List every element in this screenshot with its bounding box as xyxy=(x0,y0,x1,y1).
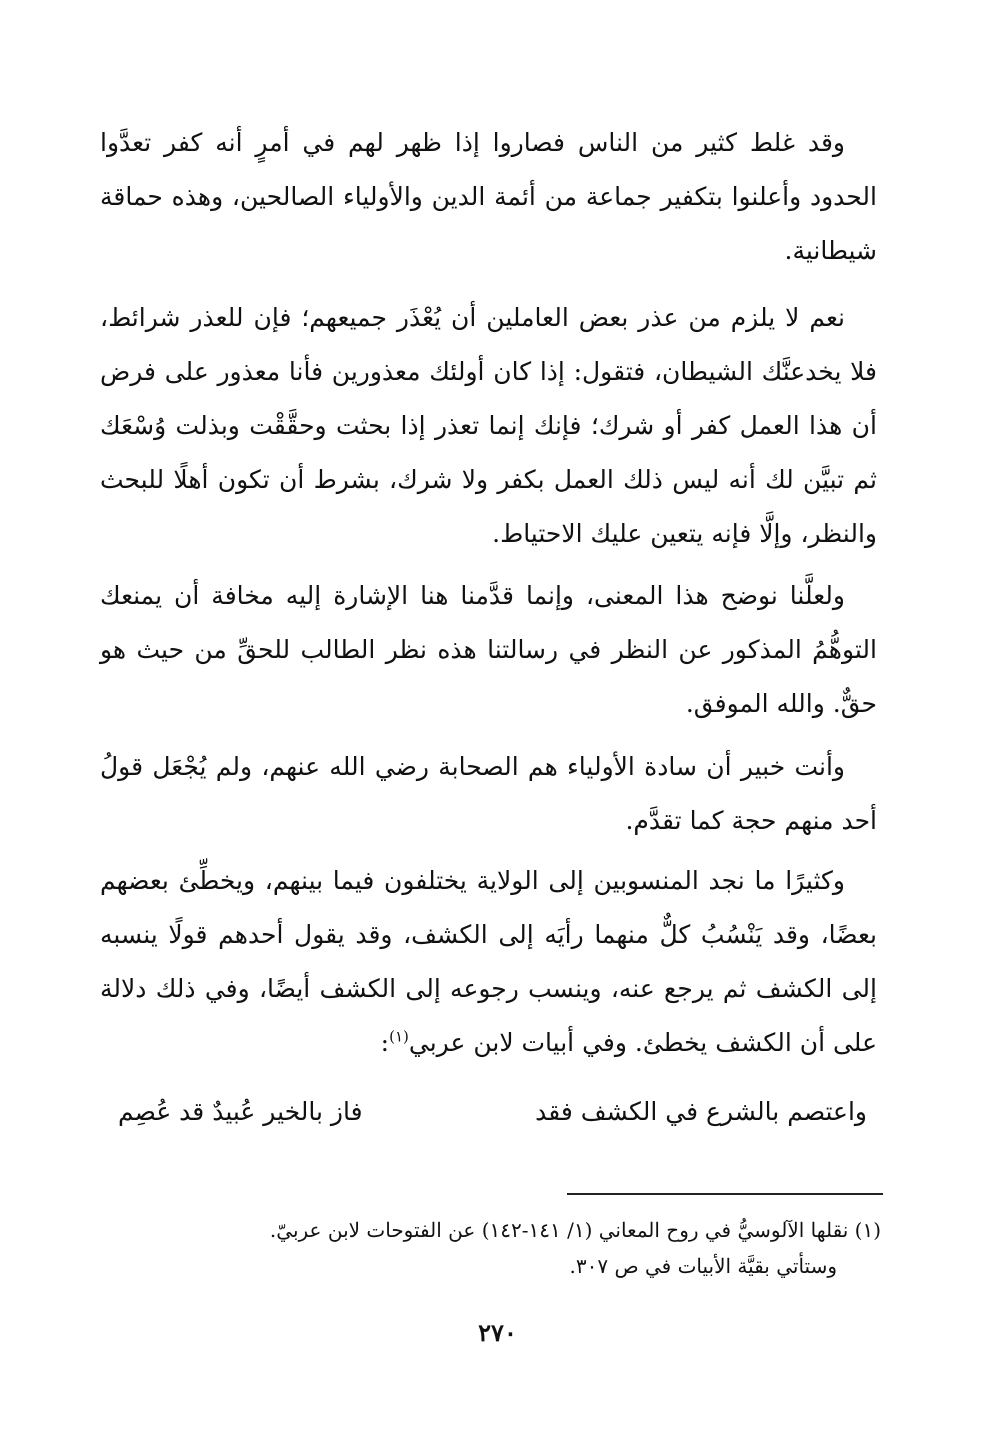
paragraph-4 xyxy=(100,740,877,848)
paragraph-5 xyxy=(100,854,877,1070)
poetry-verse xyxy=(118,1085,867,1139)
footnote-reference[interactable]: (١) xyxy=(389,1027,409,1046)
colon: : xyxy=(380,1028,390,1057)
footnote-line-1: (١) نقلها الآلوسيُّ في روح المعاني (١/ ١٤١-١٤٢) عن الفتوحات لابن عربيّ. xyxy=(269,1218,881,1242)
page-number: ٢٧٠ xyxy=(478,1318,517,1347)
footnote xyxy=(100,1212,881,1284)
verse-second-hemistich: فاز بالخير عُبيدٌ قد عُصِم xyxy=(118,1097,363,1126)
paragraph-5-text: وكثيرًا ما نجد المنسوبين إلى الولاية يختلفون فيما بينهم، ويخطِّئ بعضهم بعضًا، وقد يَنْسُبُ كلٌّ منهما رأيَه إلى الكشف، وقد يقول أحدهم قولًا ينسبه إلى الكشف ثم يرجع عنه، وينسب رجوعه إلى الكشف أيضًا، وفي ذلك دلالة على أن الكشف يخطئ. وفي أبيات لابن عربي xyxy=(100,866,877,1057)
paragraph-2 xyxy=(100,291,877,561)
verse-first-hemistich: واعتصم بالشرع في الكشف فقد xyxy=(535,1097,867,1126)
paragraph-text: ولعلَّنا نوضح هذا المعنى، وإنما قدَّمنا هنا الإشارة إليه مخافة أن يمنعك التوهُّمُ المذكور عن النظر في رسالتنا هذه نظر الطالب للحقِّ من حيث هو حقٌّ. والله الموفق. xyxy=(100,581,877,718)
paragraph-3 xyxy=(100,569,877,731)
paragraph-1 xyxy=(100,116,877,278)
paragraph-text: نعم لا يلزم من عذر بعض العاملين أن يُعْذَر جميعهم؛ فإن للعذر شرائط، فلا يخدعنَّك الشيطان، فتقول: إذا كان أولئك معذورين فأنا معذور على فرض أن هذا العمل كفر أو شرك؛ فإنك إنما تعذر إذا بحثت وحقَّقْت وبذلت وُسْعَك ثم تبيَّن لك أنه ليس ذلك العمل بكفر ولا شرك، بشرط أن تكون أهلًا للبحث والنظر، وإلَّا فإنه يتعين عليك الاحتياط. xyxy=(100,303,878,548)
paragraph-text: وأنت خبير أن سادة الأولياء هم الصحابة رضي الله عنهم، ولم يُجْعَل قولُ أحد منهم حجة كما تقدَّم. xyxy=(100,752,877,835)
paragraph-text xyxy=(100,854,877,1070)
paragraph-text: وقد غلط كثير من الناس فصاروا إذا ظهر لهم في أمرٍ أنه كفر تعدَّوا الحدود وأعلنوا بتكفير جماعة من أئمة الدين والأولياء الصالحين، وهذه حماقة شيطانية. xyxy=(100,128,877,265)
footnote-separator xyxy=(567,1193,883,1195)
footnote-line-2: وستأتي بقيَّة الأبيات في ص ٣٠٧. xyxy=(569,1254,837,1278)
